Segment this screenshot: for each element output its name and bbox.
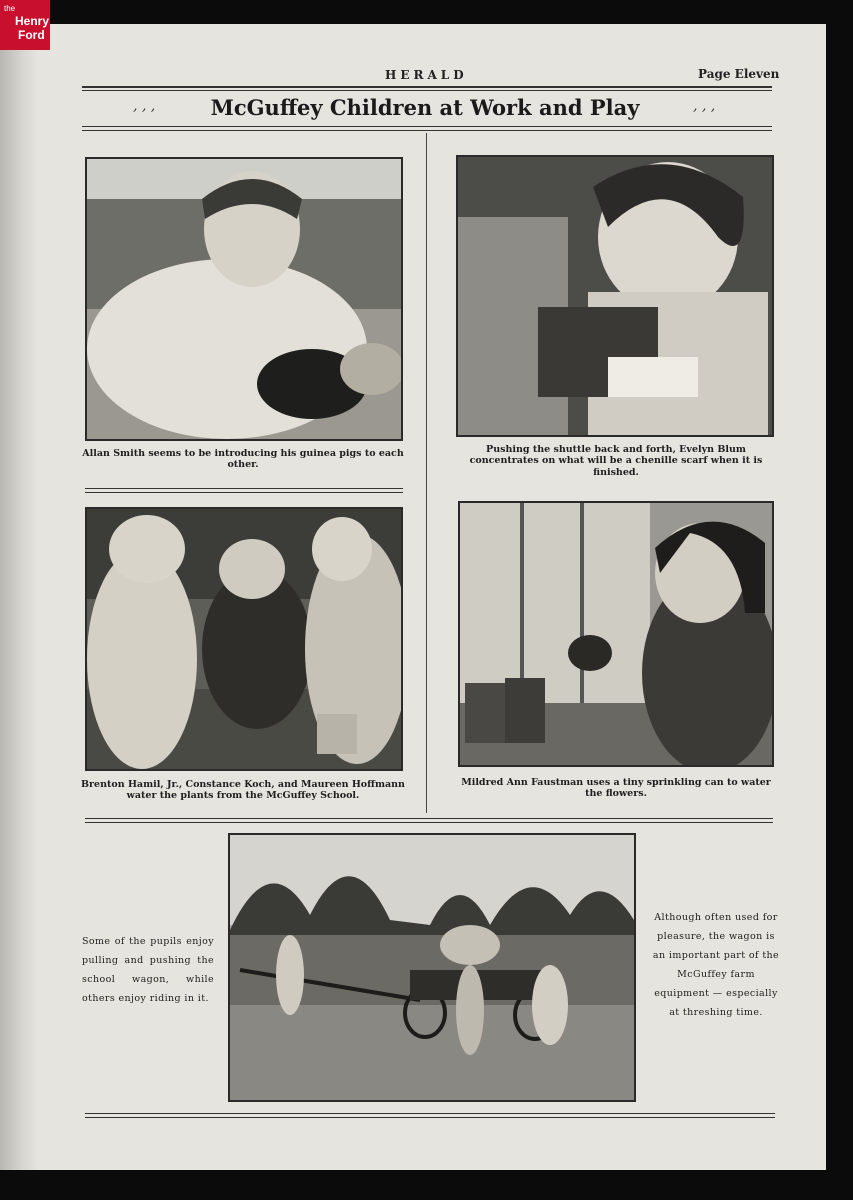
wagon-right-text: Although often used for pleasure, the wagon is an important part of the McGuffey farm equipment — especially at threshing time. (652, 912, 780, 1018)
header-rule-thin (82, 90, 772, 91)
bottom-section-rule-1 (85, 818, 773, 819)
caption-watering-plants: Brenton Hamil, Jr., Constance Koch, and Maureen Hoffmann water the plants from the McGuffey School. (81, 779, 405, 802)
photo-sprinkling-can (458, 501, 774, 767)
footer-rule-2 (85, 1117, 775, 1118)
bottom-section-rule-2 (85, 822, 773, 823)
publication-name: HERALD (385, 68, 468, 82)
page-number: Page Eleven (698, 67, 780, 81)
title-ornament-left: ‚ ‚ ‚ (133, 98, 156, 114)
henry-ford-logo: the Henry Ford (0, 0, 50, 50)
footer-rule-1 (85, 1113, 775, 1114)
title-ornament-right: ‚ ‚ ‚ (693, 98, 716, 114)
photo-weaving (456, 155, 774, 437)
caption-guinea-pigs: Allan Smith seems to be introducing his guinea pigs to each other. (82, 448, 404, 471)
caption-sprinkling-can: Mildred Ann Faustman uses a tiny sprinkling can to water the flowers. (461, 777, 771, 800)
photo-school-wagon (228, 833, 636, 1102)
book-spine-shadow (0, 24, 38, 1170)
title-rule-1 (82, 126, 772, 127)
header-rule-top (82, 86, 772, 88)
photo-guinea-pigs (85, 157, 403, 441)
photo-watering-plants (85, 507, 403, 771)
wagon-left-text: Some of the pupils enjoy pulling and pushing the school wagon, while others enjoy riding in it. (82, 936, 214, 1004)
page-title: McGuffey Children at Work and Play (210, 95, 640, 120)
row-rule-left-1 (85, 488, 403, 489)
caption-weaving: Pushing the shuttle back and forth, Evelyn Blum concentrates on what will be a chenille scarf when it is finished. (469, 444, 763, 478)
column-divider (426, 133, 427, 813)
row-rule-left-2 (85, 492, 403, 493)
title-rule-2 (82, 130, 772, 131)
